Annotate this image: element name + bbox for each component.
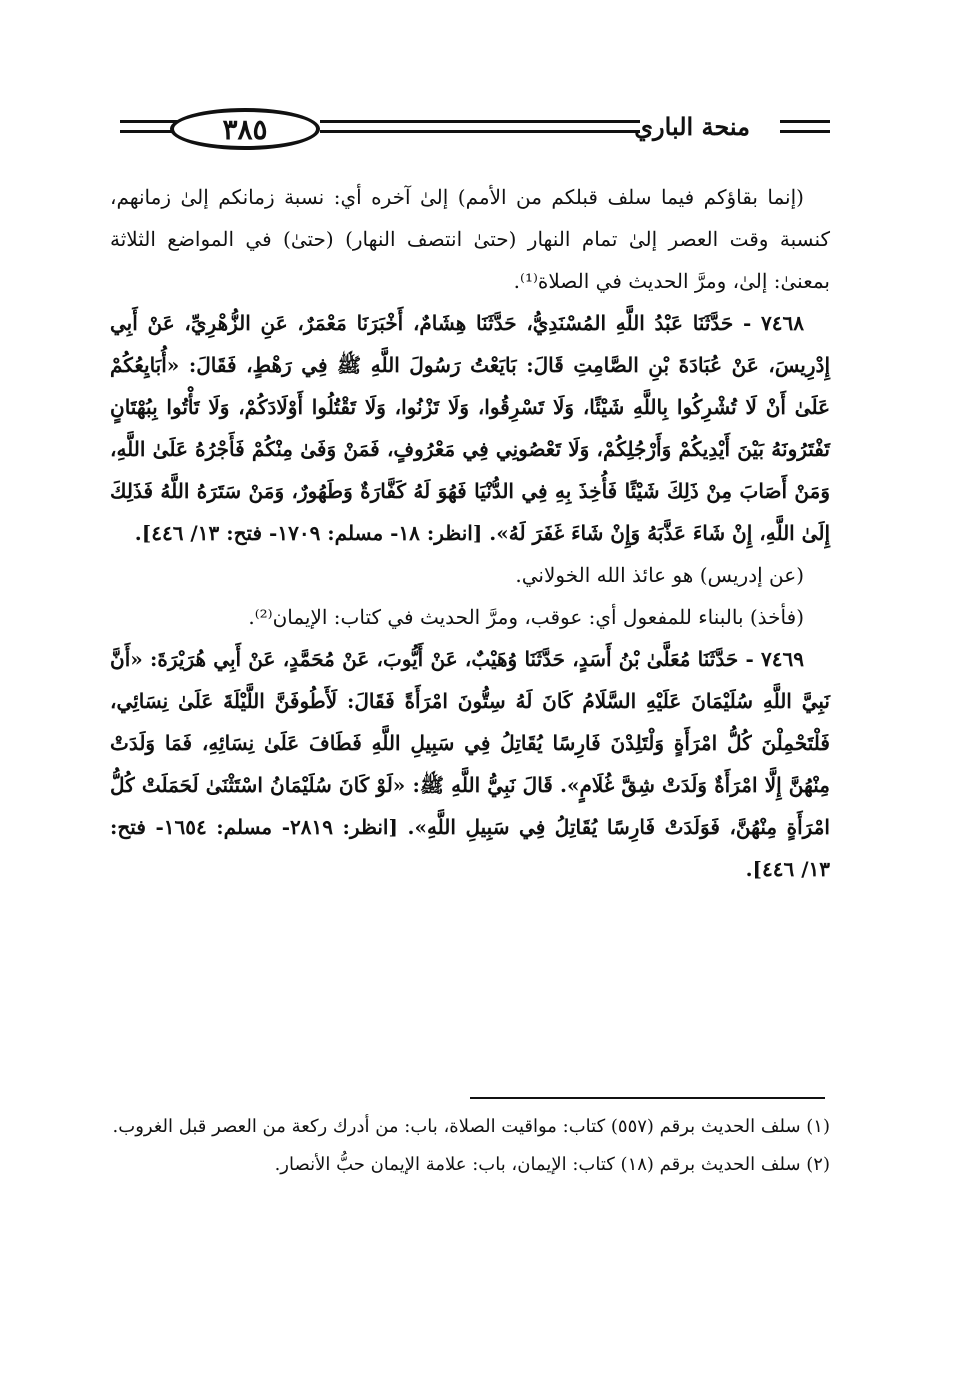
footnote-separator <box>470 1097 825 1099</box>
footnote-2: (٢) سلف الحديث برقم (١٨) كتاب: الإيمان، باب: علامة الإيمان حبُّ الأنصار. <box>274 1154 830 1175</box>
paragraph-commentary-1: (إنما بقاؤكم فيما سلف قبلكم من الأمم) إلىٰ آخره أي: نسبة زمانكم إلىٰ زمانهم، كنسبة وقت العصر إلىٰ تمام النهار (حتىٰ انتصف النهار) (حتىٰ) في المواضع الثلاثة بمعنىٰ: إلىٰ، ومرَّ الحديث في الصلاة⁽¹⁾. <box>110 185 830 293</box>
header-rule-right-bottom <box>780 130 830 133</box>
hadith-7468: ٧٤٦٨ - حَدَّثَنَا عَبْدُ اللَّهِ المُسْنَدِيُّ، حَدَّثَنَا هِشَامٌ، أَخْبَرَنَا مَعْمَرٌ، عَنِ الزُّهْرِيِّ، عَنْ أَبِي إِدْرِيسَ، عَنْ عُبَادَةَ بْنِ الصَّامِتِ قَالَ: بَايَعْتُ رَسُولَ اللَّهِ ﷺ فِي رَهْطٍ، فَقَالَ: «أُبَايِعُكُمْ عَلَىٰ أَنْ لَا تُشْرِكُوا بِاللَّهِ شَيْئًا، وَلَا تَسْرِقُوا، وَلَا تَزْنُوا، وَلَا تَقْتُلُوا أَوْلَادَكُمْ، وَلَا تَأْتُوا بِبُهْتَانٍ تَفْتَرُونَهُ بَيْنَ أَيْدِيكُمْ وَأَرْجُلِكُمْ، وَلَا تَعْصُونِي فِي مَعْرُوفٍ، فَمَنْ وَفَىٰ مِنْكُمْ فَأَجْرُهُ عَلَىٰ اللَّهِ، وَمَنْ أَصَابَ مِنْ ذَلِكَ شَيْئًا فَأُخِذَ بِهِ فِي الدُّنْيَا فَهُوَ لَهُ كَفَّارَةٌ وَطَهُورٌ، وَمَنْ سَتَرَهُ اللَّهُ فَذَلِكَ إِلَىٰ اللَّهِ، إِنْ شَاءَ عَذَّبَهُ وَإِنْ شَاءَ غَفَرَ لَهُ». [انظر: ١٨- مسلم: ١٧٠٩- فتح: ١٣/ ٤٤٦]. <box>110 311 830 545</box>
page-header <box>110 98 830 158</box>
paragraph-commentary-2: (عن إدريس) هو عائذ الله الخولاني. <box>515 563 804 587</box>
footnote-1: (١) سلف الحديث برقم (٥٥٧) كتاب: مواقيت الصلاة، باب: من أدرك ركعة من العصر قبل الغروب. <box>112 1116 830 1137</box>
header-rule-right-top <box>780 120 830 123</box>
header-rule-left-top <box>120 120 180 123</box>
header-rule-middle-bottom <box>320 130 640 133</box>
hadith-7469: ٧٤٦٩ - حَدَّثَنَا مُعَلَّىٰ بْنُ أَسَدٍ، حَدَّثَنَا وُهَيْبٌ، عَنْ أَيُّوبَ، عَنْ مُحَمَّدٍ، عَنْ أَبِي هُرَيْرَةَ: «أَنَّ نَبِيَّ اللَّهِ سُلَيْمَانَ عَلَيْهِ السَّلَامُ كَانَ لَهُ سِتُّونَ امْرَأَةً فَقَالَ: لَأَطُوفَنَّ اللَّيْلَةَ عَلَىٰ نِسَائِي، فَلْتَحْمِلْنَ كُلُّ امْرَأَةٍ وَلْتَلِدْنَ فَارِسًا يُقَاتِلُ فِي سَبِيلِ اللَّهِ فَطَافَ عَلَىٰ نِسَائِهِ، فَمَا وَلَدَتْ مِنْهُنَّ إِلَّا امْرَأَةٌ وَلَدَتْ شِقَّ غُلَامٍ». قَالَ نَبِيُّ اللَّهِ ﷺ: «لَوْ كَانَ سُلَيْمَانُ اسْتَثْنَىٰ لَحَمَلَتْ كُلُّ امْرَأَةٍ مِنْهُنَّ، فَوَلَدَتْ فَارِسًا يُقَاتِلُ فِي سَبِيلِ اللَّهِ». [انظر: ٢٨١٩- مسلم: ١٦٥٤- فتح: ١٣/ ٤٤٦]. <box>110 647 830 881</box>
book-title: منحة الباري <box>634 112 750 141</box>
page-number-oval <box>170 108 320 150</box>
main-text <box>110 176 830 890</box>
page-number: ٣٨٥ <box>222 112 268 146</box>
footnotes <box>110 1108 830 1184</box>
header-rule-middle-top <box>320 120 640 123</box>
paragraph-commentary-3: (فأخذ) بالبناء للمفعول أي: عوقب، ومرَّ الحديث في كتاب: الإيمان⁽²⁾. <box>248 605 804 629</box>
